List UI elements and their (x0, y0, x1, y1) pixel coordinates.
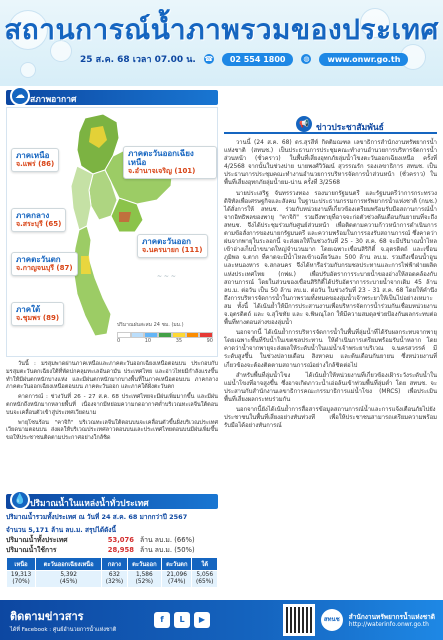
water-heading (6, 494, 218, 509)
table-row (7, 571, 218, 588)
footer-bar (0, 600, 443, 640)
map-rain-patch (119, 212, 131, 222)
region-label-northeast (123, 146, 217, 179)
region-label-west (11, 252, 78, 276)
region-label-east (137, 234, 208, 258)
footer-org (283, 604, 443, 636)
water-row-label: ปริมาณน้ำทั้งประเทศ (6, 536, 68, 544)
weather-heading-text: สภาพอากาศ (30, 95, 77, 105)
footer-follow (0, 607, 150, 634)
news-paragraph: วานนี้ (24 ส.ค. 68) ดร.สุรสีห์ กิตติมณฑล เลขาธิการสำนักงานทรัพยากรน้ำแห่งชาติ (สทนช.) เป็นประธานการประชุมคณะทำงานอำนวยการบริหารจัดการน้ำส่วนหน้า (ชั่วคราว) ในพื้นที่เสี่ยงอุทกภัยลุ่มน้ำโขงตะวันออกเฉียงเหนือ ครั้งที่ 4/2568 จากนั้นในช่วงบ่าย นายพงศ์วิวัฒน์ สุวรรณรัก รองเลขาธิการ สทนช. เป็นประธานการประชุมคณะทำงานอำนวยการบริหารจัดการน้ำส่วนหน้า (ชั่วคราว) ในพื้นที่เสี่ยงอุทกภัยลุ่มน้ำยม-น่าน ครั้งที่ 3/2568 (224, 140, 437, 187)
news-section (224, 118, 437, 598)
water-row-unit: ล้าน ลบ.ม. (50%) (140, 546, 195, 554)
page-title: สถานการณ์น้ำภาพรวมของประเทศ (4, 13, 439, 46)
rain-legend-tick: 90 (206, 338, 213, 344)
water-row-unit: ล้าน ลบ.ม. (66%) (140, 536, 195, 544)
region-name: ภาคตะวันออกเฉียงเหนือ (128, 149, 194, 167)
map-region-west (71, 166, 93, 230)
social-icons (154, 612, 210, 628)
water-summary-title: ปริมาณน้ำรวมทั้งประเทศ ณ วันที่ 24 ส.ค. 68 มากกว่าปี 2567 (6, 513, 188, 521)
rain-legend-swatch (131, 332, 145, 338)
water-row (6, 546, 218, 555)
table-header: เหนือ (7, 558, 36, 571)
table-header: ตะวันตก (162, 558, 192, 571)
footer-follow-title: ติดตามข่าวสาร (10, 609, 84, 623)
rain-legend-swatch (186, 332, 200, 338)
region-label-north (11, 148, 59, 172)
youtube-icon[interactable]: ▶ (194, 612, 210, 628)
water-volume-section (6, 494, 218, 594)
rain-legend-tick: 10 (144, 338, 152, 344)
water-row-label: ปริมาณน้ำใช้การ (6, 546, 57, 554)
region-name: ภาคใต้ (16, 305, 41, 314)
table-header: กลาง (102, 558, 127, 571)
regional-water-table (6, 557, 218, 588)
rain-legend-title: ปริมาณฝนสะสม 24 ชม. (มม.) (117, 322, 184, 328)
footer-follow-sub[interactable]: ได้ที่ Facebook : ศูนย์อำนวยการน้ำแห่งชาติ (10, 626, 117, 633)
rain-legend-tick: 35 (175, 338, 183, 344)
weather-forecast: คาดการณ์ : ช่วงวันที่ 26 - 27 ส.ค. 68 ประเทศไทยจะมีฝนเพิ่มมากขึ้น และมีฝนตกหนักถึงหนักมากหลายพื้นที่ เนื่องจากมีหย่อมความกดอากาศต่ำบริเวณทะเลจีนใต้ตอนบนจะเคลื่อนตัวเข้าสู่ประเทศเวียดนาม (6, 394, 218, 416)
news-heading-text: ข่าวประชาสัมพันธ์ (316, 123, 384, 133)
water-heading-text: ปริมาณน้ำในแหล่งน้ำทั่วประเทศ (30, 499, 149, 509)
cloud-icon: ☁ (10, 86, 30, 106)
region-station: จ.นครนายก (111) (142, 246, 203, 254)
water-row-value: 28,958 (107, 546, 134, 554)
region-label-central (11, 208, 66, 232)
thailand-rain-map (6, 107, 218, 357)
water-drop-decoration (20, 62, 36, 78)
date-bar (80, 50, 430, 68)
footer-url[interactable]: http://waterinfo.onwr.go.th (348, 620, 429, 628)
rain-legend (117, 321, 213, 355)
weather-storm: พายุโซนร้อน "คาจิกิ" บริเวณทะเลจีนใต้ตอนบนจะเคลื่อนตัวขึ้นฝั่งบริเวณประเทศเวียดนามตอนบน ส่งผลให้บริเวณประเทศลาวตอนบนและประเทศไทยตอนบนมีฝนเพิ่มขึ้น ขอให้ประชาชนติดตามประกาศอย่างใกล้ชิด (6, 419, 218, 442)
region-station: จ.แพร่ (86) (16, 160, 55, 168)
table-cell: 5,056 (65%) (192, 571, 218, 588)
weather-heading (6, 90, 218, 105)
region-station: จ.กาญจนบุรี (87) (16, 264, 73, 272)
onwr-logo: สทนช (321, 609, 343, 631)
region-station: จ.อำนาจเจริญ (101) (128, 167, 196, 175)
rain-legend-colorbar (117, 332, 213, 338)
facebook-icon[interactable]: f (154, 612, 170, 628)
footer-org-text (349, 613, 435, 628)
table-header: ตะวันออก (127, 558, 161, 571)
water-row (6, 536, 218, 545)
region-station: จ.ชุมพร (89) (16, 314, 60, 322)
rain-legend-swatch (158, 332, 172, 338)
footer-org-name: สำนักงานทรัพยากรน้ำแห่งชาติ (348, 612, 435, 621)
news-paragraph: สำหรับพื้นที่ลุ่มน้ำโขง ได้เน้นย้ำให้หน่วยงานที่เกี่ยวข้องเฝ้าระวังระดับน้ำในแม่น้ำโขงที่อาจสูงขึ้น ซึ่งอาจเกิดภาวะน้ำเอ่อล้นเข้าท่วมพื้นที่ลุ่มต่ำ โดย สทนช. จะประสานกับสำนักงานเลขาธิการคณะกรรมาธิการแม่น้ำโขง (MRCS) เพื่อประเมินพื้นที่เสี่ยงผลกระทบร่วมกัน (224, 372, 437, 403)
region-label-south (11, 302, 64, 326)
news-text (224, 139, 437, 430)
news-paragraph: นอกจากนี้ยังได้เน้นย้ำการสื่อสารข้อมูลสถานการณ์น้ำและการแจ้งเตือนภัยไปยังประชาชนในพื้นที่เสี่ยงอย่างทันท่วงที เพื่อให้ประชาชนสามารถเตรียมความพร้อมรับมือได้อย่างทันการณ์ (224, 407, 437, 430)
region-name: ภาคกลาง (16, 211, 50, 220)
region-station: จ.สระบุรี (65) (16, 220, 62, 228)
table-header-row (7, 558, 218, 571)
weather-text (6, 361, 218, 443)
news-paragraph: นอกจากนี้ ได้เน้นย้ำการบริหารจัดการน้ำในพื้นที่ลุ่มน้ำที่ได้รับผลกระทบจากพายุ โดยเฉพาะพื้นที่รับน้ำในเขตชลประทาน ให้ดำเนินการเตรียมพร้อมรับน้ำหลาก โดยคาดว่าน้ำจากพายุจะส่งผลให้ระดับน้ำในแม่น้ำเจ้าพระยาบริเวณ จ.นครสวรรค์ มีระดับสูงขึ้น ในช่วงปลายเดือน สิงหาคม และต้นเดือนกันยายน ซึ่งหน่วยงานที่เกี่ยวข้องจะต้องติดตามสถานการณ์อย่างใกล้ชิดต่อไป (224, 330, 437, 369)
rain-legend-tick: 0 (117, 338, 121, 344)
table-cell: 21,096 (74%) (162, 571, 192, 588)
map-sea-mark: ~ ~ ~ (157, 273, 176, 280)
line-icon[interactable]: L (174, 612, 190, 628)
table-header: ใต้ (192, 558, 218, 571)
globe-icon: ◍ (303, 55, 310, 63)
news-paragraph: นายประเสริฐ จันทรรวงทอง รองนายกรัฐมนตรี และรัฐมนตรีว่าการกระทรวงดิจิทัลเพื่อเศรษฐกิจและสังคม ในฐานะประธานกรรมการทรัพยากรน้ำแห่งชาติ (กนช.) ได้สั่งการให้ สทนช. ร่วมกับหน่วยงานที่เกี่ยวข้องเตรียมพร้อมรับมือสถานการณ์น้ำจากอิทธิพลของพายุ "คาจิกิ" รวมถึงพายุที่อาจจะก่อตัวช่วงต้นเดือนกันยายนที่จะถึง สทนช. จึงได้ประชุมร่วมกับศูนย์ส่วนหน้า เพื่อติดตามความก้าวหน้าการดำเนินการตามข้อสั่งการของนายกรัฐมนตรี และความพร้อมในการรองรับสถานการณ์ ซึ่งคาดว่าฝนจากพายุในระลอกนี้ จะส่งผลให้ในช่วงวันที่ 25 - 30 ส.ค. 68 จะมีปริมาณน้ำไหลเข้าอ่างเก็บน้ำขนาดใหญ่จำนวนมาก โดยเฉพาะเขื่อนสิริกิติ์ จ.อุตรดิตถ์ และเขื่อนภูมิพล จ.ตาก ที่คาดจะมีน้ำไหลเข้าเฉลี่ยวันละ 500 ล้าน ลบ.ม. รวมถึงเขื่อนน้ำอูน และหนองหาร จ.สกลนคร จึงได้หารือร่วมกับกรมชลประทานและการไฟฟ้าฝ่ายผลิตแห่งประเทศไทย (กฟผ.) เพื่อปรับอัตราการระบายน้ำของอ่างให้สอดคล้องกับสถานการณ์ โดยในส่วนของเขื่อนสิริกิติ์ได้ปรับอัตราการระบายน้ำจากเดิม 45 ล้าน ลบ.ม. ต่อวัน เป็น 50 ล้าน ลบ.ม. ต่อวัน ในช่วงวันที่ 23 - 31 ส.ค. 68 โดยให้คำนึงถึงการบริหารจัดการน้ำในภาพรวมทั้งหมดของลุ่มน้ำเจ้าพระยาให้เป็นไปอย่างเหมาะสม ทั้งนี้ ได้เน้นย้ำให้มีการประสานงานเพื่อบริหารจัดการน้ำร่วมกันเชื่อมหน่วยงาน จ.อุตรดิตถ์ และ จ.สุโขทัย และ จ.พิษณุโลก ให้มีความสมดุลช่วยป้องกันผลกระทบต่อพื้นที่ทางตอนล่างของลุ่มน้ำ (224, 190, 437, 327)
phone-number[interactable]: 02 554 1800 (222, 53, 294, 66)
website-link[interactable]: www.onwr.go.th (319, 53, 408, 66)
phone-icon: ☎ (204, 55, 214, 63)
rain-legend-ticks (117, 338, 213, 344)
water-drop-icon: 💧 (10, 490, 30, 510)
table-cell: 5,392 (45%) (36, 571, 102, 588)
region-name: ภาคเหนือ (16, 151, 50, 160)
weather-today: วันนี้ : มรสุมพาดผ่านภาคเหนือและภาคตะวันออกเฉียงเหนือตอนบน ประกอบกับมรสุมตะวันตกเฉียงใต้ที่พัดปกคลุมทะเลอันดามัน ประเทศไทย และอ่าวไทยมีกำลังแรงขึ้น ทำให้มีฝนตกหนักบางแห่ง และมีฝนตกหนักมากบางพื้นที่ในภาคเหนือตอนบน ภาคกลาง ภาคตะวันออกเฉียงเหนือตอนบน ภาคตะวันออก และภาคใต้ฝั่งตะวันตก (6, 361, 218, 391)
water-row-value: 53,076 (107, 536, 134, 544)
table-cell: 19,313 (70%) (7, 571, 36, 588)
header-banner (0, 0, 443, 86)
qr-code[interactable] (283, 604, 315, 636)
region-name: ภาคตะวันตก (16, 255, 61, 264)
news-heading (224, 118, 437, 134)
region-name: ภาคตะวันออก (142, 237, 192, 246)
megaphone-icon: 📢 (296, 116, 312, 132)
water-summary-line: จำนวน 5,171 ล้าน ลบ.ม. สรุปได้ดังนี้ (6, 526, 116, 534)
map-region-south (73, 226, 111, 336)
report-date: 25 ส.ค. 68 เวลา 07.00 น. (80, 55, 196, 65)
table-cell: 1,586 (52%) (127, 571, 161, 588)
table-cell: 632 (32%) (102, 571, 127, 588)
table-header: ตะวันออกเฉียงเหนือ (36, 558, 102, 571)
